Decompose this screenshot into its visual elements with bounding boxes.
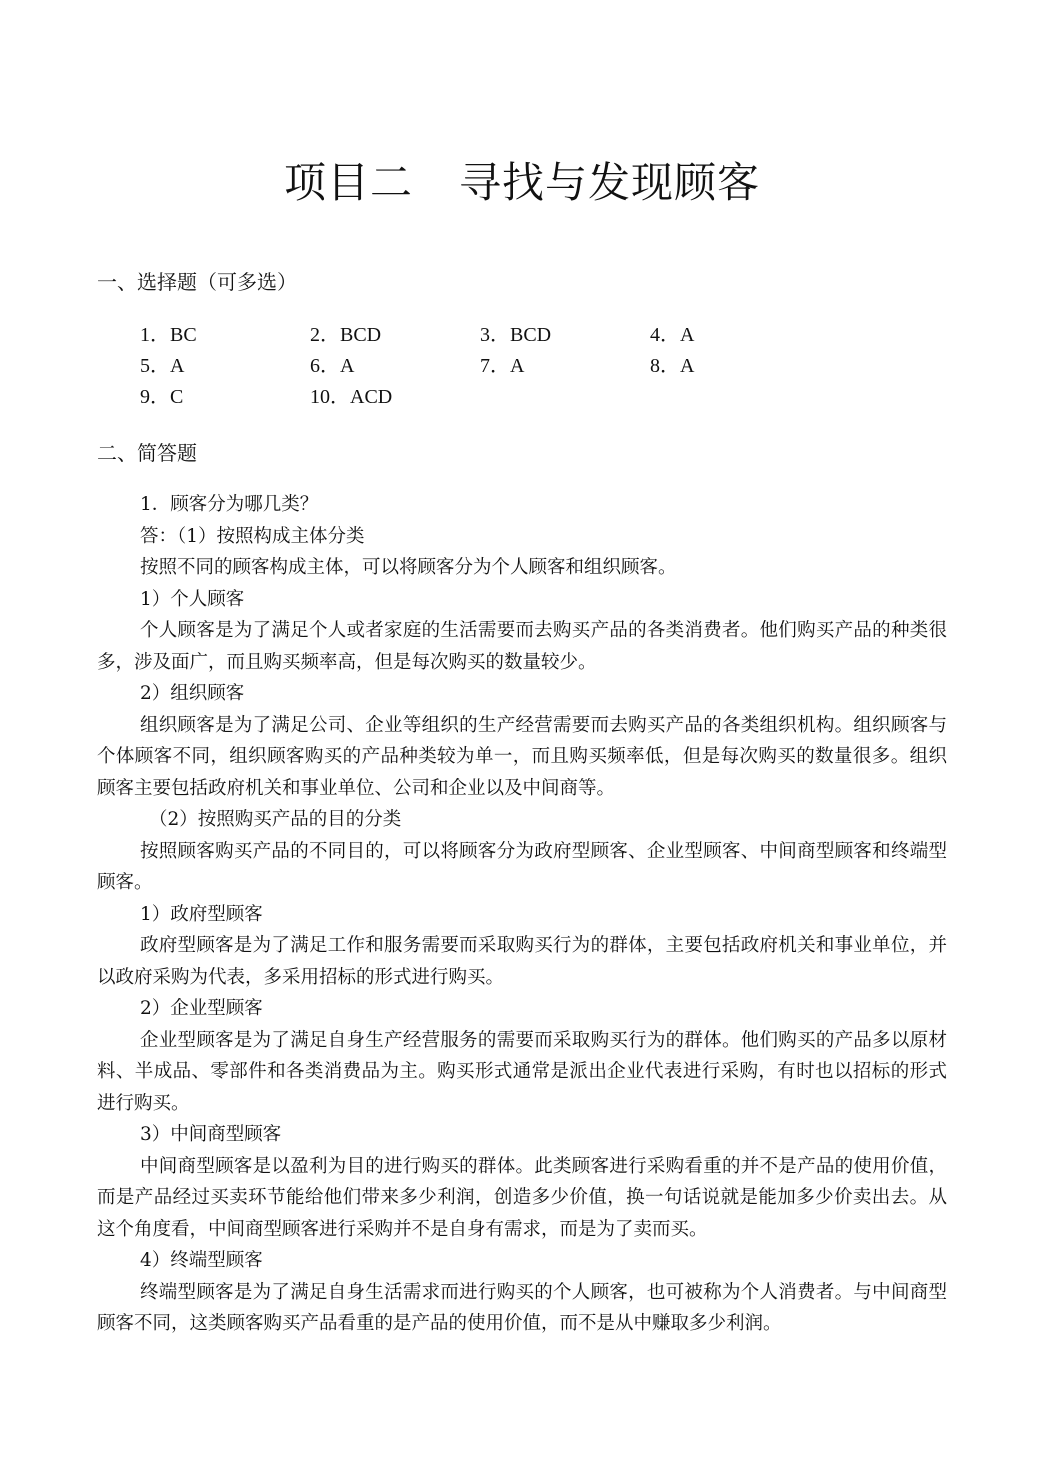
answer-row (140, 382, 840, 413)
paragraph: 中间商型顾客是以盈利为目的进行购买的群体。此类顾客进行采购看重的并不是产品的使用价值，而是产品经过买卖环节能给他们带来多少利润，创造多少价值，换一句话说就是能加多少价卖出去。从这个角度看，中间商型顾客进行采购并不是自身有需求，而是为了卖而买。 (97, 1155, 947, 1240)
paragraph: 企业型顾客是为了满足自身生产经营服务的需要而采取购买行为的群体。他们购买的产品多以原材料、半成品、零部件和各类消费品为主。购买形式通常是派出企业代表进行采购，有时也以招标的形式进行购买。 (97, 1029, 947, 1114)
answer-item: 10．ACD (310, 386, 393, 408)
answer-item: 4．A (650, 324, 695, 346)
paragraph: 个人顾客是为了满足个人或者家庭的生活需要而去购买产品的各类消费者。他们购买产品的种类很多，涉及面广，而且购买频率高，但是每次购买的数量较少。 (97, 620, 947, 673)
sub-heading: 答：（1）按照构成主体分类 (140, 525, 365, 547)
sub-heading: （2）按照购买产品的目的分类 (149, 809, 402, 830)
paragraph: 按照不同的顾客构成主体，可以将顾客分为个人顾客和组织顾客。 (140, 557, 677, 578)
answer-item: 2．BCD (310, 324, 382, 346)
sub-heading: 1）个人顾客 (140, 588, 245, 610)
answer-body (97, 489, 947, 1340)
paragraph: 组织顾客是为了满足公司、企业等组织的生产经营需要而去购买产品的各类组织机构。组织顾客与个体顾客不同，组织顾客购买的产品种类较为单一，而且购买频率低，但是每次购买的数量很多。组织顾客主要包括政府机关和事业单位、公司和企业以及中间商等。 (97, 714, 947, 799)
answer-item: 8．A (650, 355, 695, 377)
title-topic: 寻找与发现顾客 (459, 158, 761, 207)
section-heading-choice: 一、选择题（可多选） (97, 270, 297, 294)
title-project: 项目二 (283, 158, 413, 207)
paragraph: 终端型顾客是为了满足自身生活需求而进行购买的个人顾客，也可被称为个人消费者。与中间商型顾客不同，这类顾客购买产品看重的是产品的使用价值，而不是从中赚取多少利润。 (97, 1281, 947, 1334)
answer-item: 9．C (140, 386, 184, 408)
question-line: 1．顾客分为哪几类？ (140, 494, 319, 515)
sub-heading: 3）中间商型顾客 (140, 1124, 282, 1145)
answer-row (140, 351, 840, 382)
answer-item: 3．BCD (480, 324, 552, 346)
answer-item: 7．A (480, 355, 525, 377)
paragraph: 政府型顾客是为了满足工作和服务需要而采取购买行为的群体，主要包括政府机关和事业单位，并以政府采购为代表，多采用招标的形式进行购买。 (97, 935, 947, 988)
answer-row (140, 320, 840, 351)
section-heading-short-answer: 二、简答题 (97, 441, 197, 465)
page-title (0, 155, 1044, 211)
sub-heading: 1）政府型顾客 (140, 903, 263, 925)
answer-item: 1．BC (140, 324, 197, 346)
answer-grid (140, 320, 840, 413)
answer-item: 6．A (310, 355, 355, 377)
paragraph: 按照顾客购买产品的不同目的，可以将顾客分为政府型顾客、企业型顾客、中间商型顾客和终端型顾客。 (97, 840, 947, 893)
answer-item: 5．A (140, 355, 185, 377)
sub-heading: 4）终端型顾客 (140, 1250, 263, 1271)
sub-heading: 2）企业型顾客 (140, 998, 263, 1019)
sub-heading: 2）组织顾客 (140, 683, 245, 704)
